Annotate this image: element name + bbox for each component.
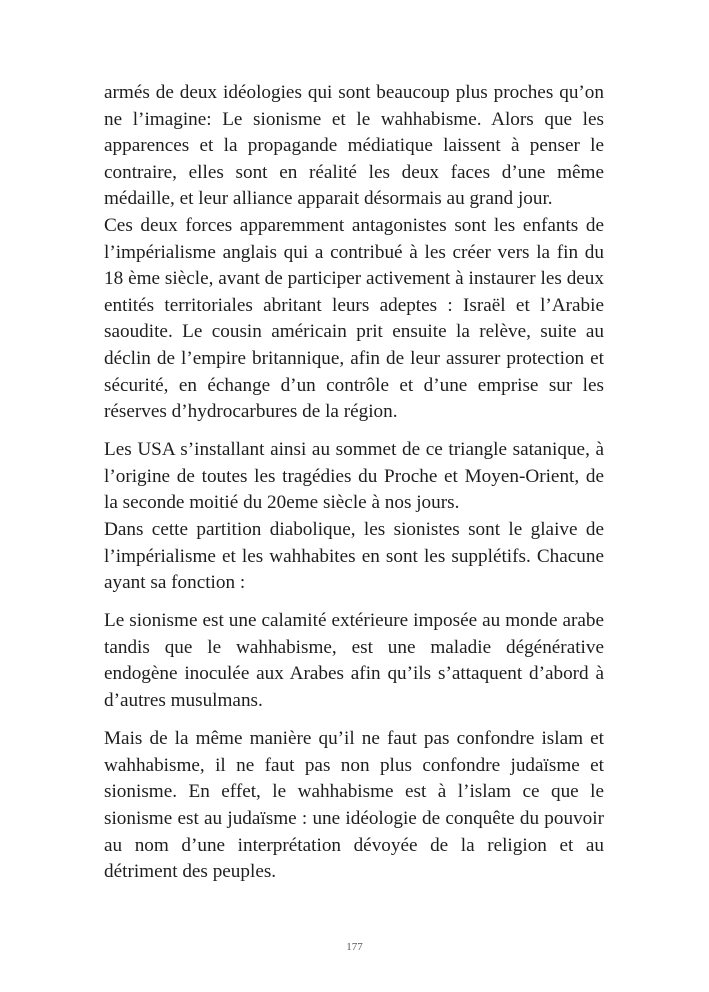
- paragraph-1: armés de deux idéologies qui sont beaucoup plus proches qu’on ne l’imagine: Le sionisme et le wahhabisme. Alors que les apparences et la propagande médiatique laissent à penser le contraire, elles sont en réalité les deux faces d’une même médaille, et leur alliance apparait désormais au grand jour.: [104, 82, 604, 210]
- page-number: 177: [346, 941, 363, 953]
- body-text: [104, 80, 604, 886]
- paragraph-5: Le sionisme est une calamité extérieure imposée au monde arabe tandis que le wahhabisme, est une maladie dégénérative endogène inoculée aux Arabes afin qu’ils s’attaquent d’abord à d’autres musulmans.: [104, 610, 604, 712]
- paragraph-2: Ces deux forces apparemment antagonistes sont les enfants de l’impérialisme anglais qui a contribué à les créer vers la fin du 18 ème siècle, avant de participer activement à instaurer les deux entités territoriales abritant leurs adeptes : Israël et l’Arabie saoudite. Le cousin américain prit ensuite la relève, suite au déclin de l’empire britannique, afin de leur assurer protection et sécurité, en échange d’un contrôle et d’une emprise sur les réserves d’hydrocarbures de la région.: [104, 214, 604, 423]
- paragraph-6: Mais de la même manière qu’il ne faut pas confondre islam et wahhabisme, il ne faut pas non plus confondre judaïsme et sionisme. En effet, le wahhabisme est à l’islam ce que le sionisme est au judaïsme : une idéologie de conquête du pouvoir au nom d’une interprétation dévoyée de la religion et au détriment des peuples.: [104, 728, 604, 883]
- paragraph-3: Les USA s’installant ainsi au sommet de ce triangle satanique, à l’origine de toutes les tragédies du Proche et Moyen-Orient, de la seconde moitié du 20eme siècle à nos jours.: [104, 439, 604, 514]
- paragraph-4: Dans cette partition diabolique, les sionistes sont le glaive de l’impérialisme et les wahhabites en sont les supplétifs. Chacune ayant sa fonction :: [104, 519, 604, 594]
